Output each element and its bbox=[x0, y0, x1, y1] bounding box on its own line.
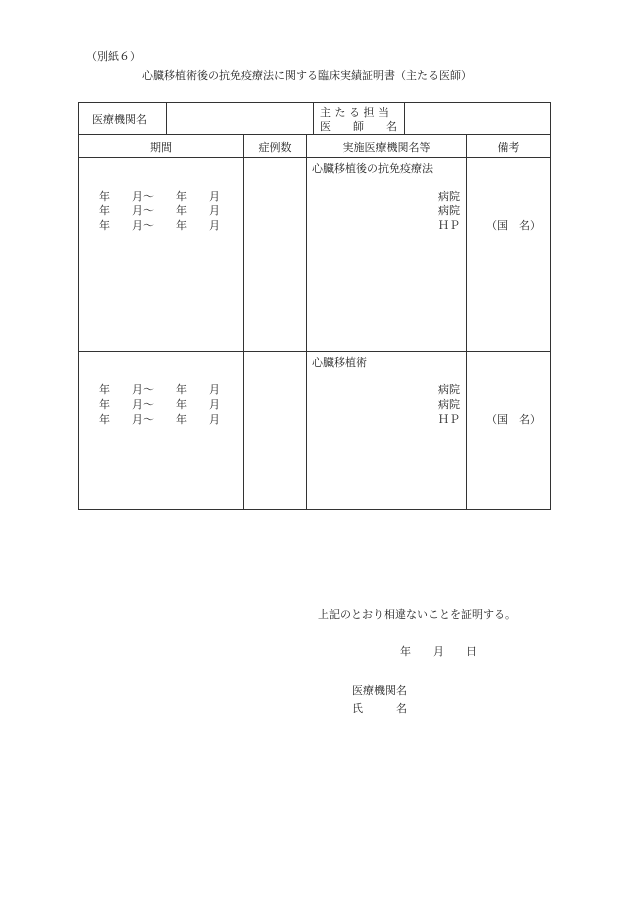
footer-name-label: 氏 名 bbox=[352, 702, 407, 715]
column-header-remarks: 備考 bbox=[497, 141, 520, 154]
case-count-field[interactable] bbox=[244, 354, 306, 508]
period-row: 年 月〜 年 月 bbox=[99, 383, 220, 396]
column-header-period: 期間 bbox=[150, 141, 172, 154]
section-title: 心臓移植後の抗免疫療法 bbox=[312, 162, 433, 175]
period-row: 年 月〜 年 月 bbox=[99, 413, 220, 426]
certification-statement: 上記のとおり相違ないことを証明する。 bbox=[318, 608, 516, 621]
hp-suffix: ＨＰ bbox=[438, 413, 460, 426]
document-title: 心臓移植術後の抗免疫療法に関する臨床実績証明書（主たる医師） bbox=[142, 69, 472, 82]
country-name-remark: （国 名） bbox=[486, 413, 541, 426]
column-header-institution: 実施医療機関名等 bbox=[342, 141, 431, 154]
doctor-label-line2: 医 師 名 bbox=[320, 120, 397, 133]
hospital-suffix: 病院 bbox=[438, 204, 460, 217]
certification-date: 年 月 日 bbox=[400, 645, 477, 658]
period-row: 年 月〜 年 月 bbox=[99, 190, 220, 203]
doctor-label-line1: 主 た る 担 当 bbox=[320, 106, 389, 119]
doctor-name-field[interactable] bbox=[405, 103, 550, 134]
period-row: 年 月〜 年 月 bbox=[99, 219, 220, 232]
period-row: 年 月〜 年 月 bbox=[99, 398, 220, 411]
attachment-label: （別紙６） bbox=[86, 50, 141, 63]
hp-suffix: ＨＰ bbox=[438, 219, 460, 232]
institution-name-field[interactable] bbox=[166, 103, 313, 134]
case-count-field[interactable] bbox=[244, 160, 306, 350]
country-name-remark: （国 名） bbox=[486, 219, 541, 232]
column-header-cases: 症例数 bbox=[258, 141, 292, 154]
institution-name-label: 医療機関名 bbox=[92, 113, 147, 126]
hospital-suffix: 病院 bbox=[438, 398, 460, 411]
footer-institution-label: 医療機関名 bbox=[352, 684, 407, 697]
period-row: 年 月〜 年 月 bbox=[99, 204, 220, 217]
hospital-suffix: 病院 bbox=[438, 190, 460, 203]
hospital-suffix: 病院 bbox=[438, 383, 460, 396]
section-title: 心臓移植術 bbox=[312, 356, 367, 369]
